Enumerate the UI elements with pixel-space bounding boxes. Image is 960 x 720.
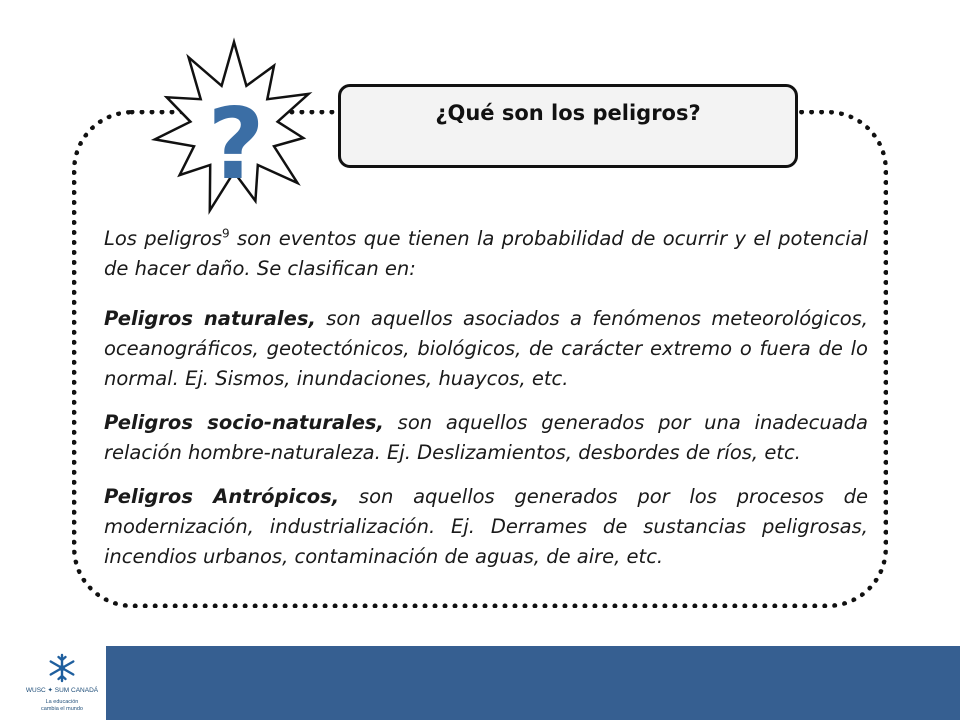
snowflake-logo-icon [46, 652, 78, 684]
footnote-marker: 9 [222, 226, 230, 241]
footer-bar [0, 646, 960, 720]
category-term: Peligros Antrópicos, [104, 485, 340, 508]
burst-question-icon [138, 28, 330, 220]
category-description: son aquellos generados por los procesos de modernización, industrialización. Ej. Derrames de sustancias peligrosas, incendios urbanos, contaminación de aguas, de aire, etc. [104, 485, 868, 568]
content-body [104, 224, 868, 586]
logo [18, 646, 106, 720]
logo-tagline [18, 699, 106, 713]
footer-strip [0, 646, 18, 720]
logo-tagline-line-1: La educación [45, 699, 79, 705]
category-description: son aquellos generados por una inadecuada relación hombre-naturaleza. Ej. Deslizamientos, desbordes de ríos, etc. [104, 411, 868, 464]
category-description: son aquellos asociados a fenómenos meteorológicos, oceanográficos, geotectónicos, biológicos, de carácter extremo o fuera de lo normal. Ej. Sismos, inundaciones, huaycos, etc. [104, 307, 868, 390]
category-paragraph [104, 482, 868, 572]
category-term: Peligros naturales, [104, 307, 316, 330]
category-paragraph [104, 408, 868, 468]
title-box [338, 84, 798, 168]
category-term: Peligros socio-naturales, [104, 411, 384, 434]
intro-paragraph [104, 224, 868, 284]
intro-prefix: Los peligros [104, 227, 222, 250]
logo-tagline-line-2: cambia el mundo [41, 706, 83, 712]
logo-name: WUSC ✦ SUM CANADÁ [25, 687, 99, 694]
intro-text: son eventos que tienen la probabilidad de ocurrir y el potencial de hacer daño. Se clasifican en: [104, 227, 868, 280]
page-title: ¿Qué son los peligros? [435, 101, 701, 125]
category-paragraph [104, 304, 868, 394]
question-mark: ? [207, 88, 265, 202]
